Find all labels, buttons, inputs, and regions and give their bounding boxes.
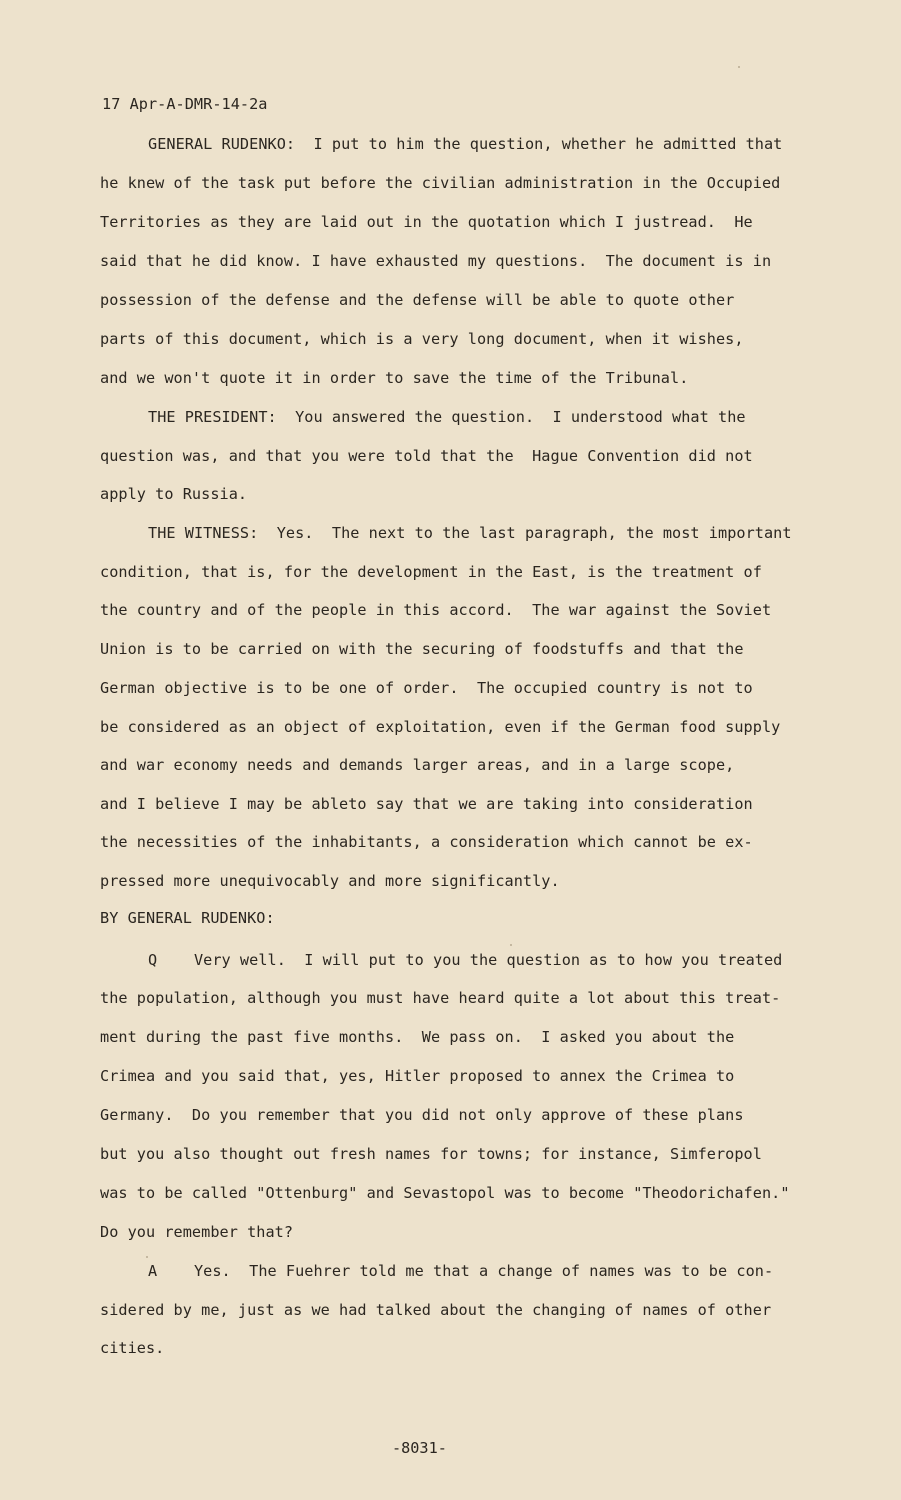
text-line-3: Territories as they are laid out in the quotation which I justread. He <box>100 213 753 231</box>
text-line-30: A Yes. The Fuehrer told me that a change of names was to be con- <box>148 1262 774 1280</box>
text-line-5: possession of the defense and the defense will be able to quote other <box>100 291 735 309</box>
text-line-24: ment during the past five months. We pass on. I asked you about the <box>100 1028 735 1046</box>
text-line-12: condition, that is, for the development in the East, is the treatment of <box>100 563 762 581</box>
text-line-31: sidered by me, just as we had talked about the changing of names of other <box>100 1301 772 1319</box>
text-line-4: said that he did know. I have exhausted my questions. The document is in <box>100 252 772 270</box>
paper-speck <box>738 66 740 68</box>
text-line-27: but you also thought out fresh names for towns; for instance, Simferopol <box>100 1145 762 1163</box>
text-line-9: question was, and that you were told that the Hague Convention did not <box>100 447 753 465</box>
text-line-7: and we won't quote it in order to save the time of the Tribunal. <box>100 369 689 387</box>
page-number: -8031- <box>392 1439 447 1457</box>
paper-speck <box>510 944 512 946</box>
text-line-2: he knew of the task put before the civilian administration in the Occupied <box>100 174 781 192</box>
text-line-22: Q Very well. I will put to you the question as to how you treated <box>148 951 783 969</box>
text-line-17: and war economy needs and demands larger areas, and in a large scope, <box>100 756 735 774</box>
text-line-20: pressed more unequivocably and more significantly. <box>100 872 560 890</box>
text-line-25: Crimea and you said that, yes, Hitler proposed to annex the Crimea to <box>100 1067 735 1085</box>
text-line-15: German objective is to be one of order. The occupied country is not to <box>100 679 753 697</box>
text-line-32: cities. <box>100 1339 165 1357</box>
text-line-13: the country and of the people in this accord. The war against the Soviet <box>100 601 772 619</box>
text-line-14: Union is to be carried on with the securing of foodstuffs and that the <box>100 640 744 658</box>
text-line-10: apply to Russia. <box>100 485 248 503</box>
text-line-23: the population, although you must have heard quite a lot about this treat- <box>100 989 781 1007</box>
text-line-11: THE WITNESS: Yes. The next to the last paragraph, the most important <box>148 524 792 542</box>
text-line-26: Germany. Do you remember that you did not only approve of these plans <box>100 1106 744 1124</box>
text-line-21: BY GENERAL RUDENKO: <box>100 909 275 927</box>
text-line-8: THE PRESIDENT: You answered the question. I understood what the <box>148 408 746 426</box>
text-line-29: Do you remember that? <box>100 1223 294 1241</box>
text-line-16: be considered as an object of exploitation, even if the German food supply <box>100 718 781 736</box>
text-line-28: was to be called "Ottenburg" and Sevastopol was to become "Theodorichafen." <box>100 1184 790 1202</box>
text-line-19: the necessities of the inhabitants, a consideration which cannot be ex- <box>100 833 753 851</box>
text-line-6: parts of this document, which is a very long document, when it wishes, <box>100 330 744 348</box>
paper-speck <box>146 1256 148 1258</box>
text-line-1: GENERAL RUDENKO: I put to him the question, whether he admitted that <box>148 135 783 153</box>
text-line-18: and I believe I may be ableto say that we are taking into consideration <box>100 795 753 813</box>
document-header-code: 17 Apr-A-DMR-14-2a <box>102 95 268 113</box>
